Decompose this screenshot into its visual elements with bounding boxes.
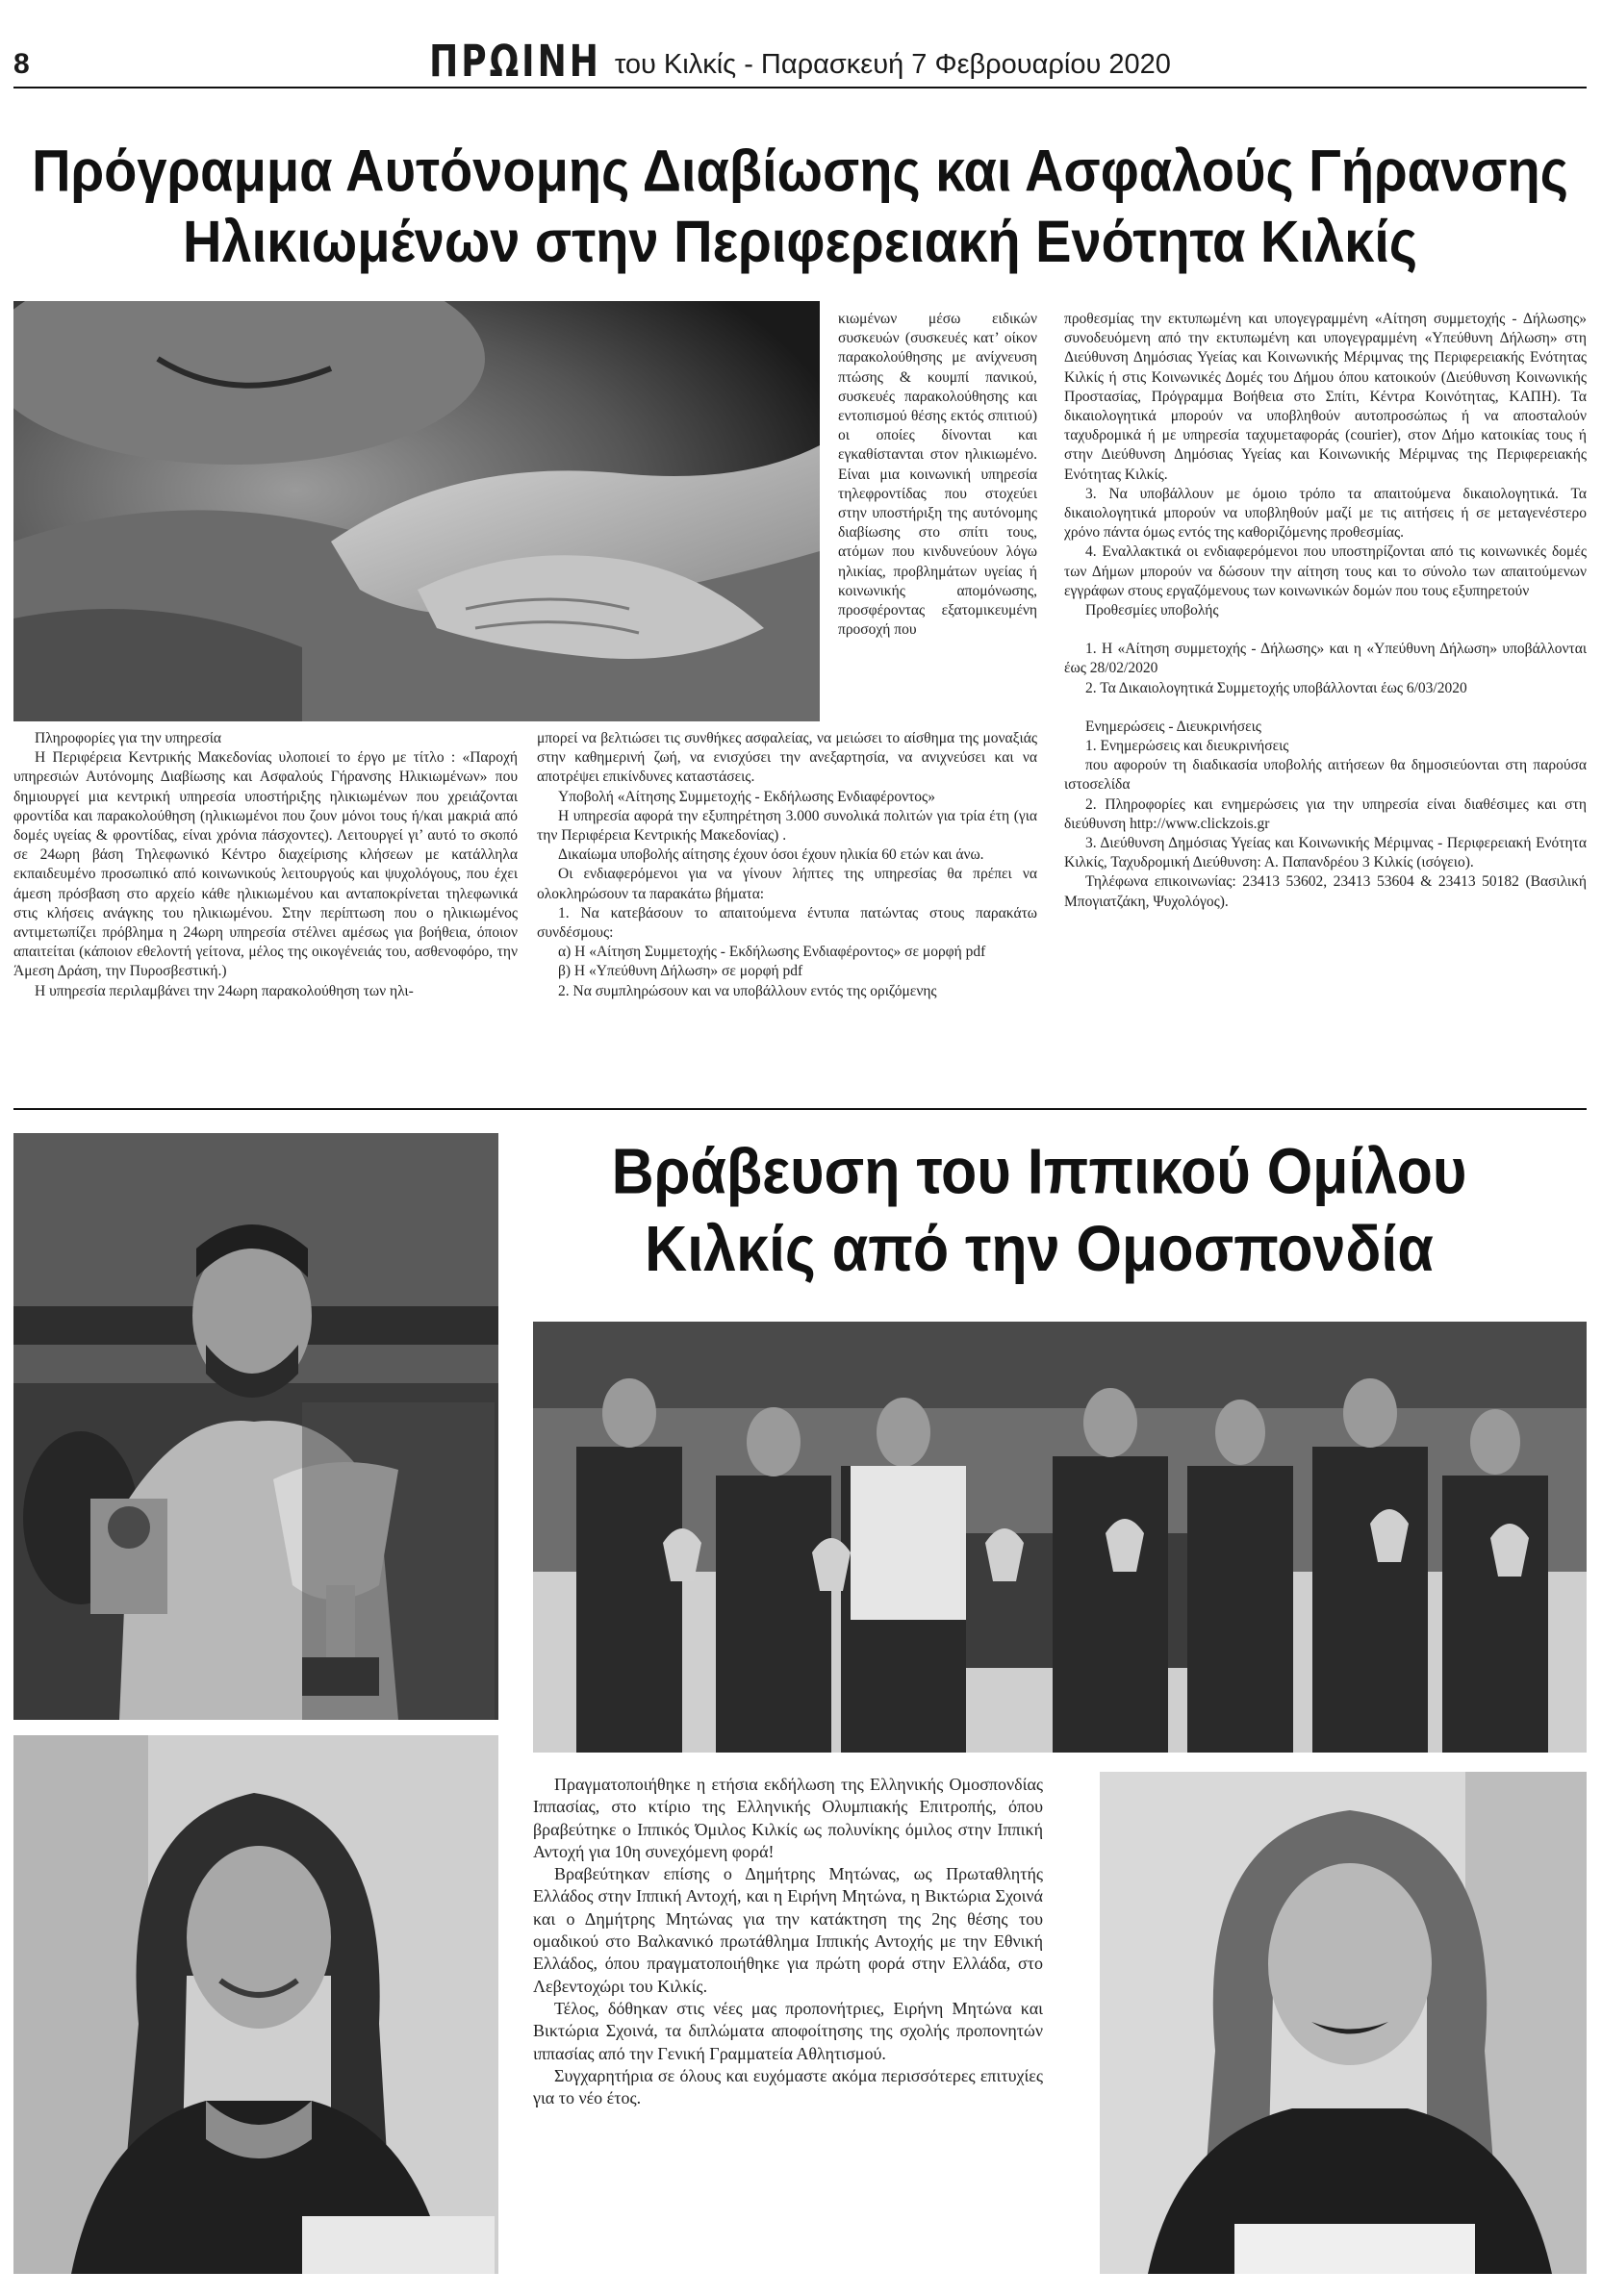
dateline: του Κιλκίς - Παρασκευή 7 Φεβρουαρίου 2020: [614, 49, 1171, 80]
article2-body: [533, 1774, 1043, 2109]
paragraph: Συγχαρητήρια σε όλους και ευχόμαστε ακόμα περισσότερες επιτυχίες για το νέο έτος.: [533, 2065, 1043, 2108]
article1-title-line2: Ηλικιωμένων στην Περιφερειακή Ενότητα Κιλκίς: [183, 208, 1417, 275]
paragraph: Η Περιφέρεια Κεντρικής Μακεδονίας υλοποιεί το έργο με τίτλο : «Παροχή υπηρεσιών Αυτόνομης Διαβίωσης και Ασφαλούς Γήρανσης Ηλικιωμένων» που δημιουργεί μια κεντρική υπηρεσία υποστήριξης ηλικιωμένων που χρειάζονται φροντίδα και παρακολούθηση (ηλικιωμένοι που ζουν μόνοι τους ή/και μακριά από δομές υγείας & φροντίδας, είναι χρόνια πάσχοντες). Λειτουργεί γι’ αυτό το σκοπό σε 24ωρη βάση Τηλεφωνικό Κέντρο διαχείρισης κλήσεων με κατάλληλα εκπαιδευμένο προσωπικό από κοινωνικούς λειτουργούς και ψυχολόγους, που έχει άμεση πρόσβαση στο αρχείο κάθε ηλικιωμένου και ανταποκρίνεται τηλεφωνικά στις κλήσεις ανάγκης του ηλικιωμένου. Στην περίπτωση που ο ηλικιωμένος αντιμετωπίζει πρόβλημα η 24ωρη υπηρεσία στέλνει αμέσως για βοήθεια, όποιον απαιτείται (κάποιον εθελοντή γείτονα, μέλος της οικογένειάς του, ασθενοφόρο, την Άμεση Δράση, την Πυροσβεστική.): [13, 749, 518, 980]
paragraph: Πληροφορίες για την υπηρεσία: [35, 730, 222, 746]
paragraph: α) Η «Αίτηση Συμμετοχής - Εκδήλωσης Ενδιαφέροντος» σε μορφή pdf: [558, 944, 986, 961]
paragraph: 1. Η «Αίτηση συμμετοχής - Δήλωσης» και η «Υπεύθυνη Δήλωση» υποβάλλονται έως 28/02/2020: [1064, 641, 1587, 677]
paragraph: 2. Να συμπληρώσουν και να υποβάλλουν εντός της οριζόμενης: [558, 982, 937, 999]
woman-portrait-left-photo: [13, 1735, 498, 2274]
paragraph: Τηλέφωνα επικοινωνίας: 23413 53602, 23413 53604 & 23413 50182 (Βασιλική Μπογιατζάκη, Ψυχολόγος).: [1064, 873, 1587, 910]
paragraph: Υποβολή «Αίτησης Συμμετοχής - Εκδήλωσης Ενδιαφέροντος»: [558, 788, 935, 805]
spacer: [1064, 620, 1587, 640]
spacer: [1064, 698, 1587, 718]
paragraph: Οι ενδιαφερόμενοι για να γίνουν λήπτες της υπηρεσίας θα πρέπει να ολοκληρώσουν τα παρακάτω βήματα:: [537, 866, 1037, 902]
hands-photo: [13, 301, 820, 721]
article1-column-1: [13, 729, 518, 1001]
paragraph: 2. Τα Δικαιολογητικά Συμμετοχής υποβάλλονται έως 6/03/2020: [1085, 679, 1467, 696]
article1-column-3: [1064, 310, 1587, 912]
article1-side-text: κιωμένων μέσω ειδικών συσκευών (συσκευές κατ’ οίκον παρακολούθησης με ανίχνευση πτώσης & κουμπί πανικού, συσκευές παρακολούθησης και εντοπισμού θέσης εκτός σπιτιού) οι οποίες δίνονται και εγκαθίστανται στον ηλικιωμένο. Είναι μια κοινωνική υπηρεσία τηλεφροντίδας που στοχεύει στην υποστήριξη της αυτόνομης διαβίωσης στο σπίτι τους, ατόμων που κινδυνεύουν λόγω ηλικίας, προβλημάτων υγείας ή κοινωνικής απομόνωσης, προσφέροντας εξατομικευμένη προσοχή που: [838, 311, 1037, 639]
paragraph: προθεσμίας την εκτυπωμένη και υπογεγραμμένη «Αίτηση συμμετοχής - Δήλωσης» συνοδευόμενη από την εκτυπωμένη και υπογεγραμμένη «Υπεύθυνη Δήλωση» στη Διεύθυνση Δημόσιας Υγείας και Κοινωνικής Μέριμνας της Περιφερειακής Ενότητας Κιλκίς ή στις Κοινωνικές Δομές του Δήμου όπου κατοικούν (Διεύθυνση Κοινωνικής Προστασίας, Πρόγραμμα Βοήθεια στο Σπίτι, Κέντρα Κοινότητας, ΚΑΠΗ). Τα δικαιολογητικά μπορούν να υποβληθούν αυτοπροσώπως ή να αποσταλούν ταχυδρομικά ή με υπηρεσία ταχυμεταφοράς (courier), στον Δήμο κατοικίας τους ή στην Διεύθυνση Δημόσιας Υγείας και Κοινωνικής Μέριμνας της Περιφερειακής Ενότητας Κιλκίς.: [1064, 311, 1587, 483]
top-rule: [13, 87, 1587, 88]
masthead: [13, 37, 1587, 88]
article2-title-line2: Κιλκίς από την Ομοσπονδία: [645, 1212, 1434, 1285]
article1-side-column: [838, 310, 1037, 640]
paragraph: Δικαίωμα υποβολής αίτησης έχουν όσοι έχουν ηλικία 60 ετών και άνω.: [558, 846, 984, 864]
paragraph: Τέλος, δόθηκαν στις νέες μας προπονήτριες, Ειρήνη Μητώνα και Βικτώρια Σχοινά, τα διπλώματα αποφοίτησης της σχολής προπονητών ιππασίας από την Γενική Γραμματεία Αθλητισμού.: [533, 1998, 1043, 2063]
group-award-photo: [533, 1322, 1587, 1753]
man-with-trophy-photo: [13, 1133, 498, 1720]
article2-title-line1: Βράβευση του Ιππικού Ομίλου: [611, 1135, 1467, 1207]
paragraph: που αφορούν τη διαδικασία υποβολής αιτήσεων θα δημοσιεύονται στη παρούσα ιστοσελίδα: [1064, 757, 1587, 794]
article1-title-line1: Πρόγραμμα Αυτόνομης Διαβίωσης και Ασφαλούς Γήρανσης: [32, 137, 1568, 204]
paragraph: Πραγματοποιήθηκε η ετήσια εκδήλωση της Ελληνικής Ομοσπονδίας Ιππασίας, στο κτίριο της Ελληνικής Ολυμπιακής Επιτροπής, όπου βραβεύτηκε ο Ιππικός Όμιλος Κιλκίς ως πολυνίκης όμιλος στην Ιππική Αντοχή για 10η συνεχόμενη φορά!: [533, 1775, 1043, 1861]
page-number: 8: [13, 48, 30, 80]
woman-portrait-right-photo: [1100, 1772, 1587, 2274]
masthead-title: [13, 37, 1587, 88]
article1-column-2: [537, 729, 1037, 1001]
paragraph: Βραβεύτηκαν επίσης ο Δημήτρης Μητώνας, ως Πρωταθλητής Ελλάδος στην Ιππική Αντοχή, και η Ειρήνη Μητώνα, η Βικτώρια Σχοινά και ο Δημήτρης Μητώνας για την κατάκτηση της 2ης θέσης του ομαδικού στο Βαλκανικό πρωτάθλημα Ιππικής Αντοχής με την Εθνική Ελλάδος, όπου πραγματοποιήθηκε για πρώτη φορά στην Ελλάδα, στο Λεβεντοχώρι του Κιλκίς.: [533, 1864, 1043, 1996]
paragraph: 1. Να κατεβάσουν το απαιτούμενα έντυπα πατώντας στους παρακάτω συνδέσμους:: [537, 904, 1037, 942]
paragraph: μπορεί να βελτιώσει τις συνθήκες ασφαλείας, να μειώσει το αίσθημα της μοναξιάς στην καθημερινή ζωή, να ενισχύσει την ανεξαρτησία, να ανιχνεύσει και να αποτρέψει επικίνδυνες καταστάσεις.: [537, 730, 1037, 786]
article2-headline: [558, 1133, 1520, 1288]
paragraph: β) Η «Υπεύθυνη Δήλωση» σε μορφή pdf: [558, 963, 803, 980]
paragraph: 2. Πληροφορίες και ενημερώσεις για την υπηρεσία είναι διαθέσιμες και στη διεύθυνση http://www.clickzois.gr: [1064, 795, 1587, 832]
paragraph: 4. Εναλλακτικά οι ενδιαφερόμενοι που υποστηρίζονται από τις κοινωνικές δομές των Δήμων μπορούν να δώσουν την αίτηση τους και το σύνολο των απαιτούμενων εγγράφων στους εργαζόμενους των κοινωνικών δομών που τους εξυπηρετούν: [1064, 543, 1587, 599]
paragraph: 3. Να υποβάλλουν με όμοιο τρόπο τα απαιτούμενα δικαιολογητικά. Τα δικαιολογητικά μπορούν να υποβληθούν μαζί με τις αιτήσεις ή σε μεταγενέστερο χρόνο πάντα όμως εντός της καθοριζόμενης προθεσμίας.: [1064, 485, 1587, 542]
paragraph: Η υπηρεσία αφορά την εξυπηρέτηση 3.000 συνολικά πολιτών για τρία έτη (για την Περιφέρεια Κεντρικής Μακεδονίας) .: [537, 807, 1037, 845]
newspaper-logo: ΠΡΩΙΝΗ: [429, 37, 601, 88]
article1-headline: [13, 135, 1587, 277]
section-rule: [13, 1108, 1587, 1110]
paragraph: 1. Ενημερώσεις και διευκρινήσεις: [1085, 738, 1289, 755]
paragraph: Προθεσμίες υποβολής: [1085, 602, 1219, 619]
paragraph: 3. Διεύθυνση Δημόσιας Υγείας και Κοινωνικής Μέριμνας - Περιφερειακή Ενότητα Κιλκίς, Ταχυδρομική Διεύθυνση: Α. Παπανδρέου 3 Κιλκίς (ισόγειο).: [1064, 835, 1587, 871]
paragraph: Η υπηρεσία περιλαμβάνει την 24ωρη παρακολούθηση των ηλι-: [35, 982, 414, 999]
paragraph: Ενημερώσεις - Διευκρινήσεις: [1085, 718, 1261, 735]
